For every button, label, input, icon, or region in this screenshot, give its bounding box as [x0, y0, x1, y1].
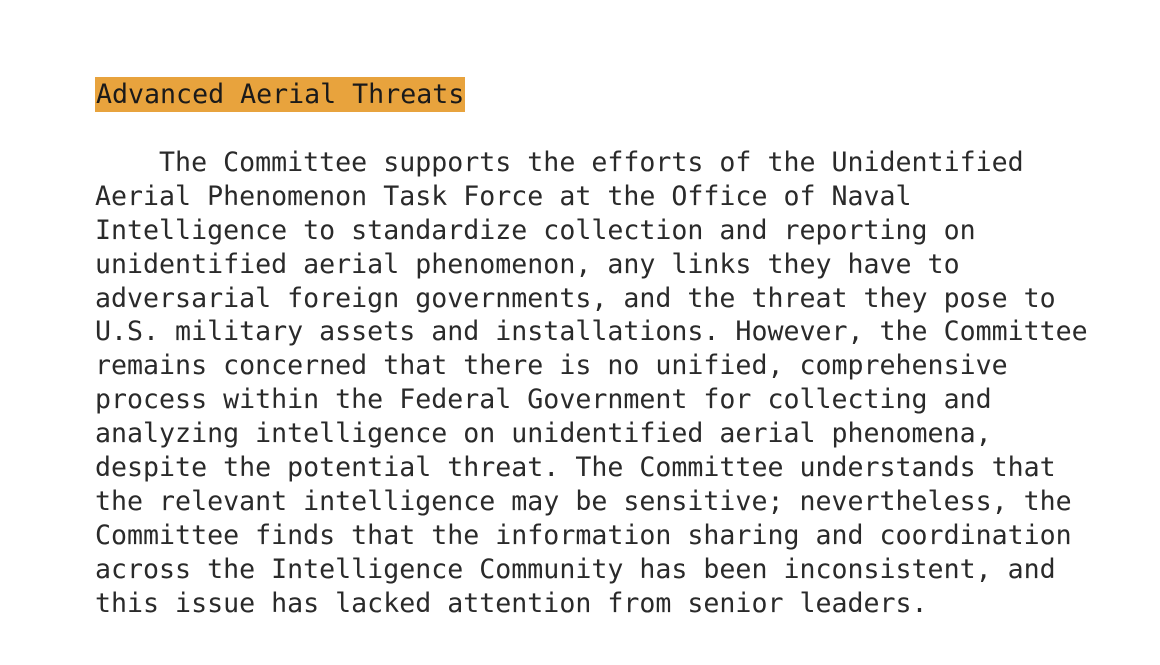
paragraph-line: Committee finds that the information sharing and coordination [95, 519, 1072, 551]
paragraph-line: despite the potential threat. The Committee understands that [95, 452, 1056, 484]
paragraph-line: this issue has lacked attention from senior leaders. [95, 587, 928, 619]
paragraph-line: The Committee supports the efforts of the Unidentified [95, 147, 1024, 178]
paragraph-line: adversarial foreign governments, and the threat they pose to [95, 282, 1056, 314]
paragraph-line: Intelligence to standardize collection and reporting on [95, 214, 976, 246]
section-heading: Advanced Aerial Threats [96, 79, 465, 110]
paragraph-line: the relevant intelligence may be sensitive; nevertheless, the [95, 485, 1072, 517]
paragraph-line: analyzing intelligence on unidentified aerial phenomena, [95, 418, 992, 450]
paragraph-line: Aerial Phenomenon Task Force at the Office of Naval [95, 180, 912, 212]
paragraph-line: process within the Federal Government for collecting and [95, 384, 992, 416]
paragraph-line: remains concerned that there is no unified, comprehensive [95, 350, 1008, 382]
paragraph-line: unidentified aerial phenomenon, any links they have to [95, 248, 960, 280]
paragraph-line: U.S. military assets and installations. However, the Committee [95, 316, 1088, 348]
body-paragraph [95, 146, 1088, 620]
paragraph-line: across the Intelligence Community has been inconsistent, and [95, 553, 1056, 585]
